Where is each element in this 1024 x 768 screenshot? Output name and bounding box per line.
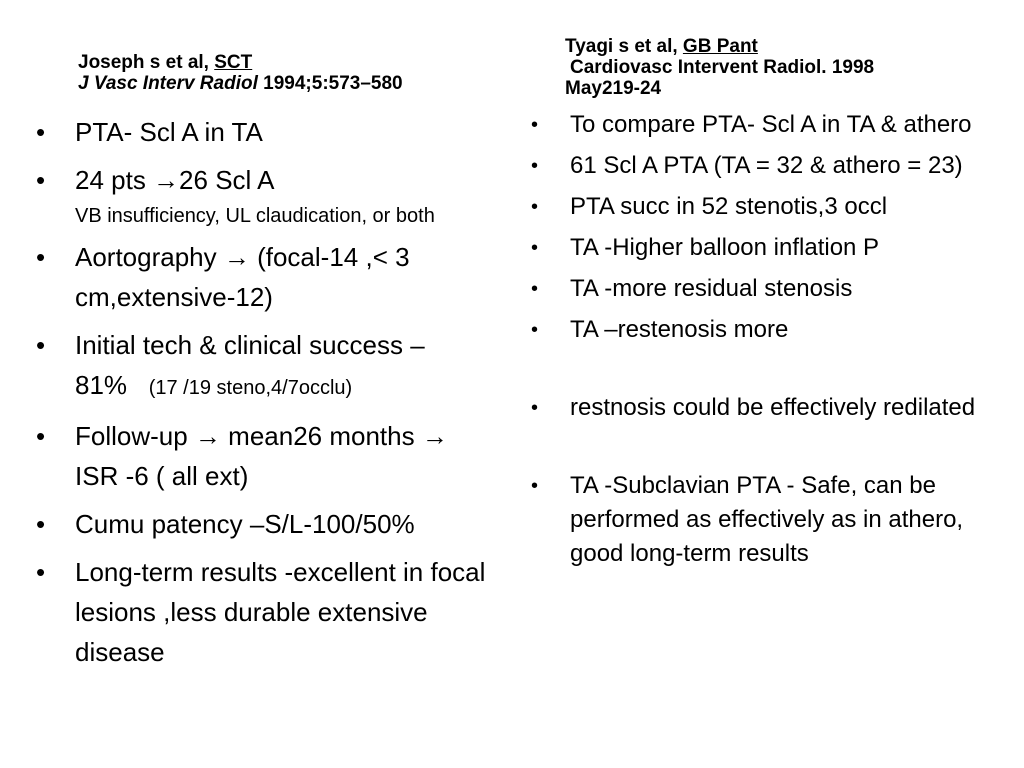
right-reference	[565, 36, 874, 99]
list-item	[36, 504, 496, 544]
list-item-text: PTA- Scl A in TA	[75, 117, 263, 147]
bullet-icon: •	[531, 475, 539, 497]
left-reference-line2	[78, 73, 403, 94]
list-item-note: (17 /19 steno,4/7occlu)	[148, 377, 353, 399]
bullet-icon: •	[531, 237, 539, 259]
bullet-icon: •	[531, 114, 539, 136]
left-reference-journal: J Vasc Interv Radiol	[78, 73, 258, 94]
list-item-text: Long-term results -excellent in focal lesions ,less durable extensive disease	[75, 557, 486, 667]
list-item	[531, 190, 991, 224]
right-reference-date: May219-24	[565, 78, 662, 99]
right-reference-line1	[565, 36, 874, 57]
list-item-text: To compare PTA- Scl A in TA & athero	[570, 111, 972, 138]
list-item	[531, 391, 991, 425]
left-bullet-list	[36, 112, 496, 680]
list-item	[36, 160, 496, 233]
list-item-subtext: VB insufficiency, UL claudication, or both	[75, 205, 435, 227]
right-bullet-list	[531, 108, 991, 578]
bullet-icon: •	[36, 117, 46, 147]
list-item-text: TA –restenosis more	[570, 316, 789, 343]
list-item	[36, 552, 496, 672]
right-reference-journal: Cardiovasc Intervent Radiol. 1998	[570, 57, 875, 78]
bullet-icon: •	[36, 557, 46, 587]
list-item-text: Cumu patency –S/L-100/50%	[75, 509, 415, 539]
list-item-text: 61 Scl A PTA (TA = 32 & athero = 23)	[570, 152, 963, 179]
list-item-text: restnosis could be effectively redilated	[570, 394, 976, 421]
right-reference-institution: GB Pant	[682, 36, 758, 57]
list-item-text: TA -Subclavian PTA - Safe, can be performed as effectively as in athero, good long-term results	[570, 472, 964, 567]
bullet-icon: •	[531, 319, 539, 341]
list-item	[531, 469, 991, 571]
list-item	[36, 416, 496, 496]
bullet-icon: •	[531, 397, 539, 419]
list-item	[36, 325, 496, 408]
list-item	[531, 272, 991, 306]
bullet-icon: •	[36, 330, 46, 360]
list-item	[531, 108, 991, 142]
bullet-icon: •	[36, 421, 46, 451]
bullet-icon: •	[531, 155, 539, 177]
list-item-text: TA -more residual stenosis	[570, 275, 853, 302]
list-item	[36, 237, 496, 317]
bullet-icon: •	[36, 242, 46, 272]
list-item-text: TA -Higher balloon inflation P	[570, 234, 880, 261]
list-item	[531, 149, 991, 183]
list-item-text: Aortography → (focal-14 ,< 3 cm,extensive-12)	[75, 242, 410, 312]
list-item	[36, 112, 496, 152]
list-item-text: 24 pts →26 Scl A	[75, 165, 275, 195]
bullet-icon: •	[531, 196, 539, 218]
list-item	[531, 231, 991, 265]
right-reference-authors: Tyagi s et al,	[565, 36, 683, 57]
left-reference-line1	[78, 52, 403, 73]
bullet-icon: •	[36, 165, 46, 195]
list-item-text: PTA succ in 52 stenotis,3 occl	[570, 193, 888, 220]
left-reference-citation: 1994;5:573–580	[257, 73, 403, 94]
list-item	[531, 313, 991, 347]
left-reference-institution: SCT	[214, 52, 253, 73]
list-item-text: Follow-up → mean26 months → ISR -6 ( all ext)	[75, 421, 448, 491]
bullet-icon: •	[36, 509, 46, 539]
left-reference	[78, 52, 403, 94]
bullet-icon: •	[531, 278, 539, 300]
left-reference-authors: Joseph s et al,	[78, 52, 215, 73]
list-item-text: Initial tech & clinical success – 81%	[75, 330, 425, 400]
